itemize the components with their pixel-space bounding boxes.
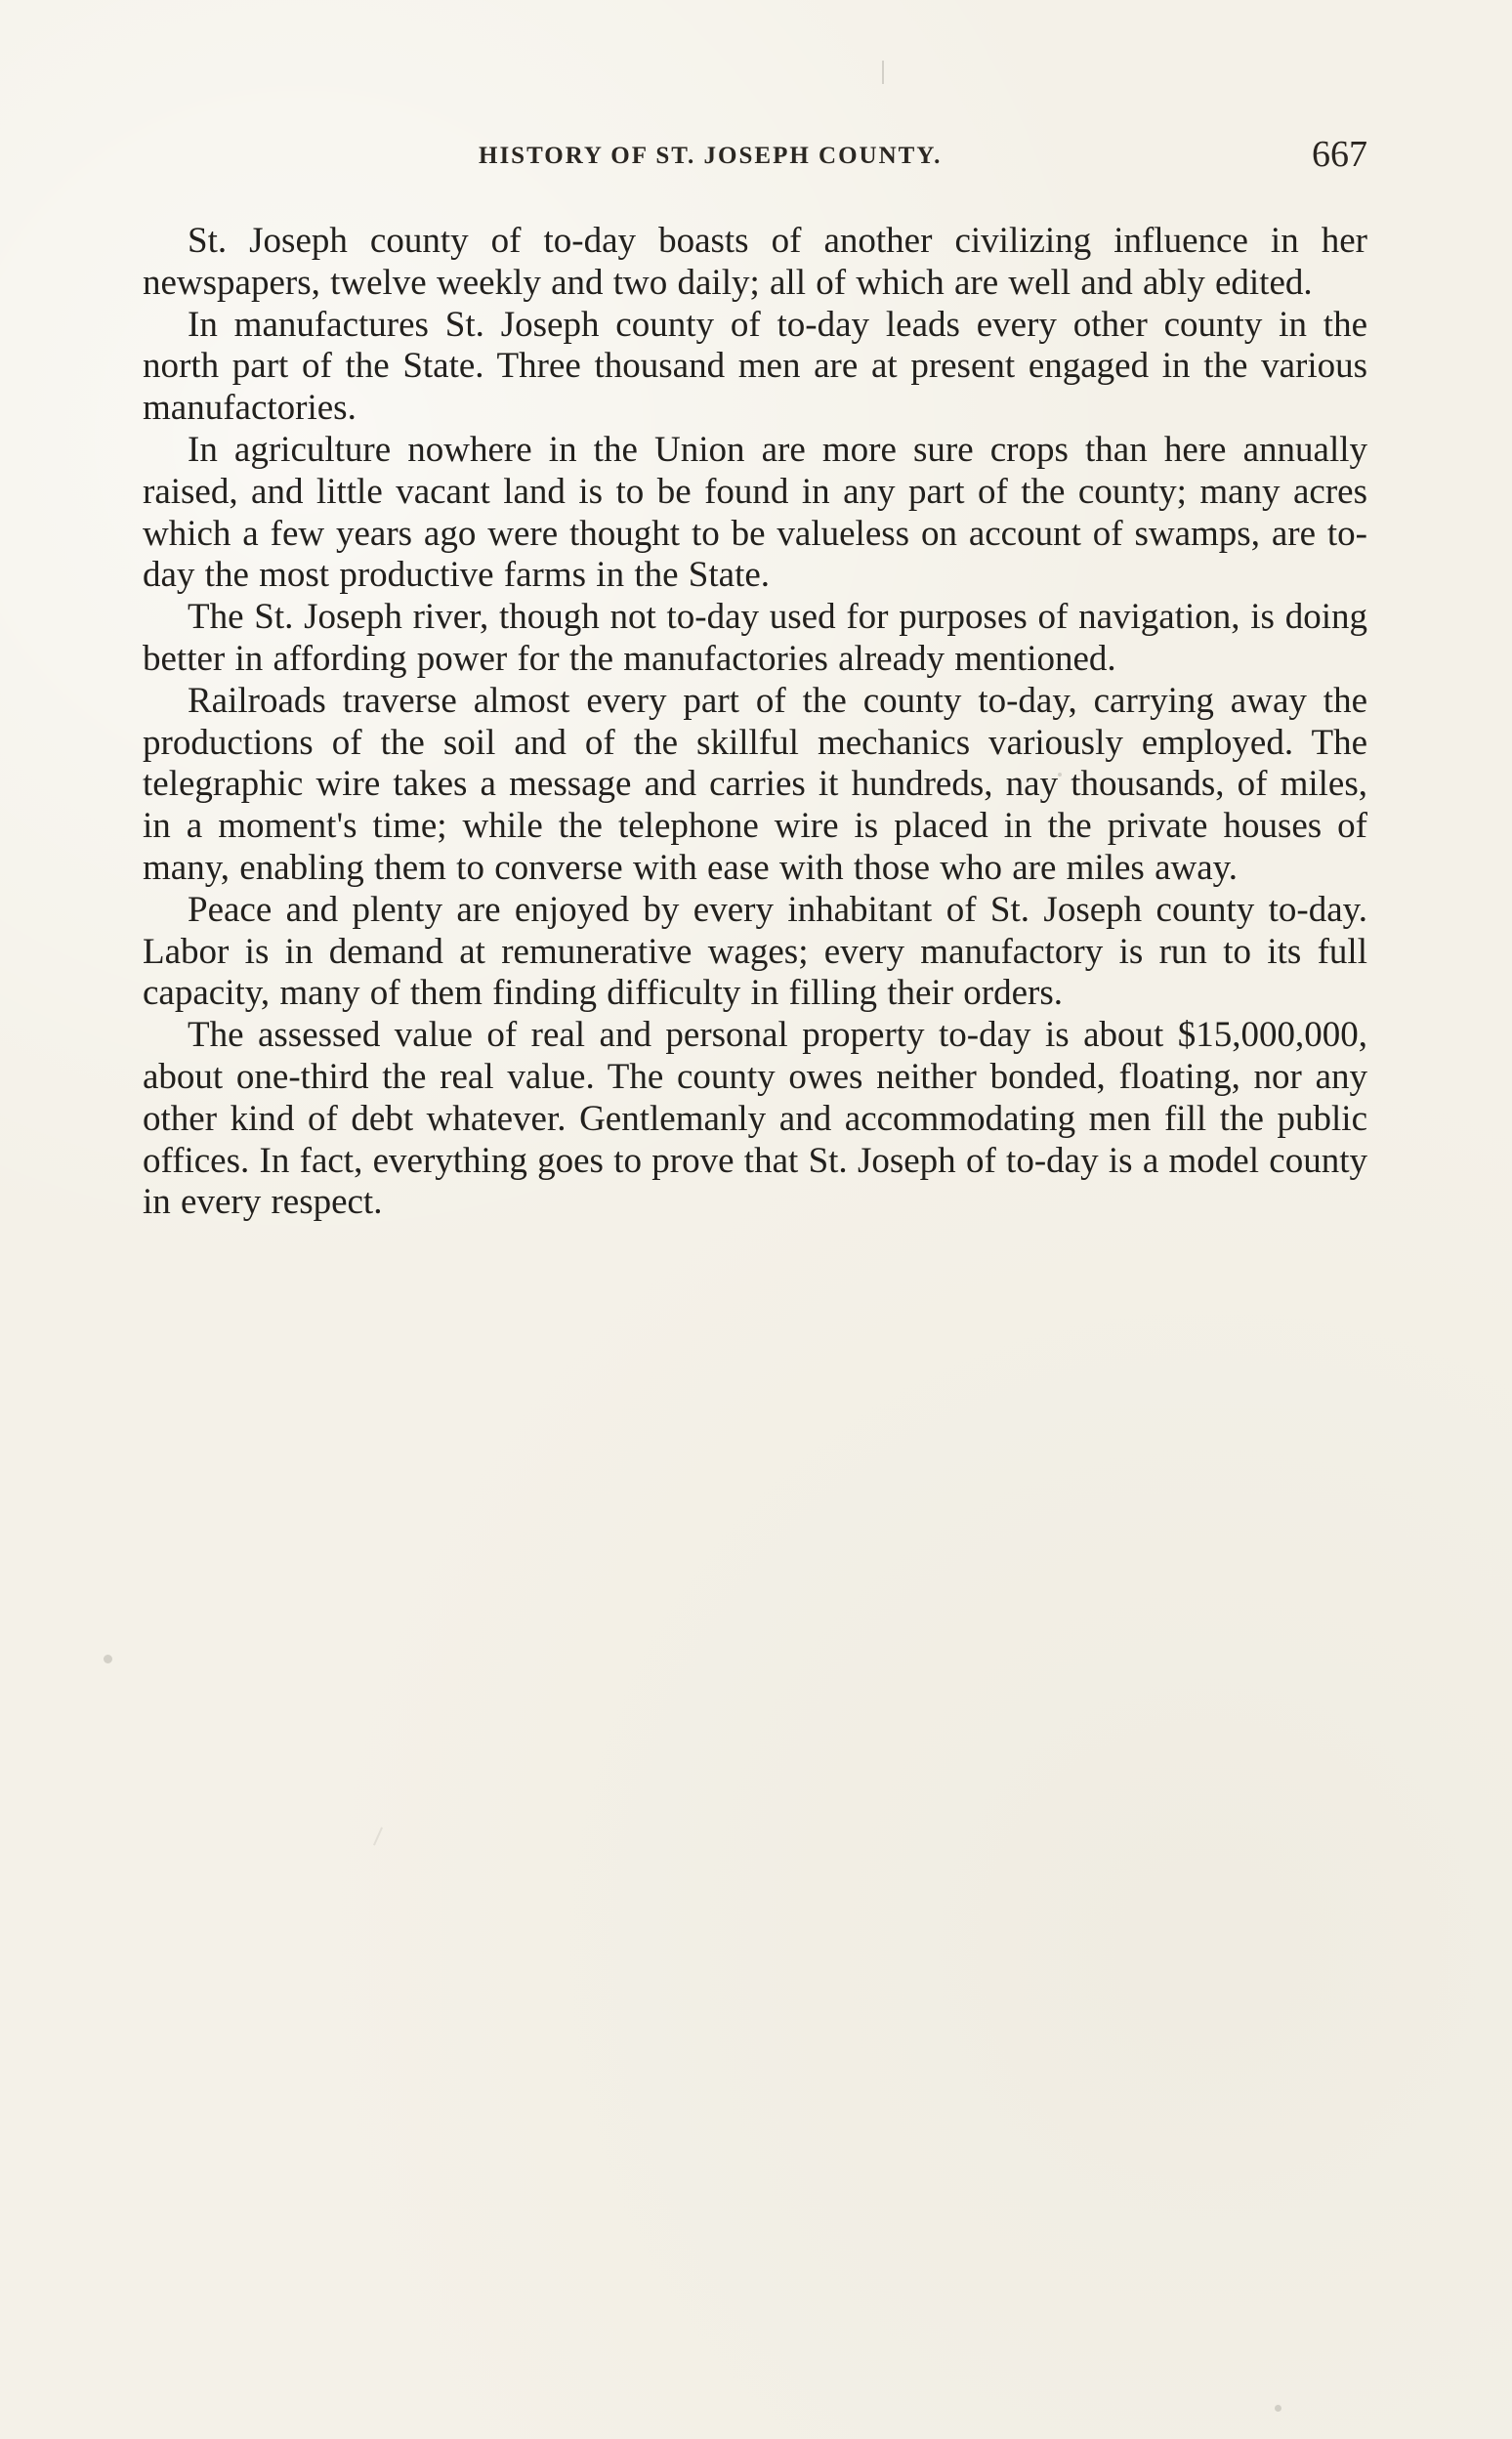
paragraph: Railroads traverse almost every part of the county to-day, carrying away the productions of the soil and of the skillful mechanics variously employed. The telegraphic wire takes a message and carries it hundreds, nay thousands, of miles, in a moment's time; while the telephone wire is placed in the private houses of many, enabling them to converse with ease with those who are miles away. [143, 680, 1367, 888]
paper-mark [373, 1827, 383, 1845]
paragraph: The assessed value of real and personal property to-day is about $15,000,000, about one-third the real value. The county owes neither bonded, floating, nor any other kind of debt whatever. Gentlemanly and accommodating men fill the public offices. In fact, everything goes to prove that St. Joseph of to-day is a model county in every respect. [143, 1015, 1367, 1223]
body-text [143, 221, 1367, 1224]
paragraph: Peace and plenty are enjoyed by every inhabitant of St. Joseph county to-day. Labor is in demand at remunerative wages; every manufactory is run to its full capacity, many of them finding difficulty in filling their orders. [143, 889, 1367, 1014]
paragraph: The St. Joseph river, though not to-day used for purposes of navigation, is doing better in affording power for the manufactories already mentioned. [143, 597, 1367, 679]
paragraph: In agriculture nowhere in the Union are more sure crops than here annually raised, and little vacant land is to be found in any part of the county; many acres which a few years ago were thought to be valueless on account of swamps, are to-day the most productive farms in the State. [143, 429, 1367, 596]
running-head: HISTORY OF ST. JOSEPH COUNTY. [479, 143, 943, 169]
paper-speck [104, 1655, 112, 1663]
paragraph: In manufactures St. Joseph county of to-day leads every other county in the north part of the State. Three thousand men are at present engaged in the various manufactories. [143, 304, 1367, 429]
paper-mark [882, 61, 884, 84]
paragraph: St. Joseph county of to-day boasts of another civilizing influence in her newspapers, twelve weekly and two daily; all of which are well and ably edited. [143, 221, 1367, 303]
paper-speck [1058, 773, 1062, 777]
paper-speck [1275, 2405, 1281, 2412]
page-number: 667 [1312, 134, 1367, 175]
